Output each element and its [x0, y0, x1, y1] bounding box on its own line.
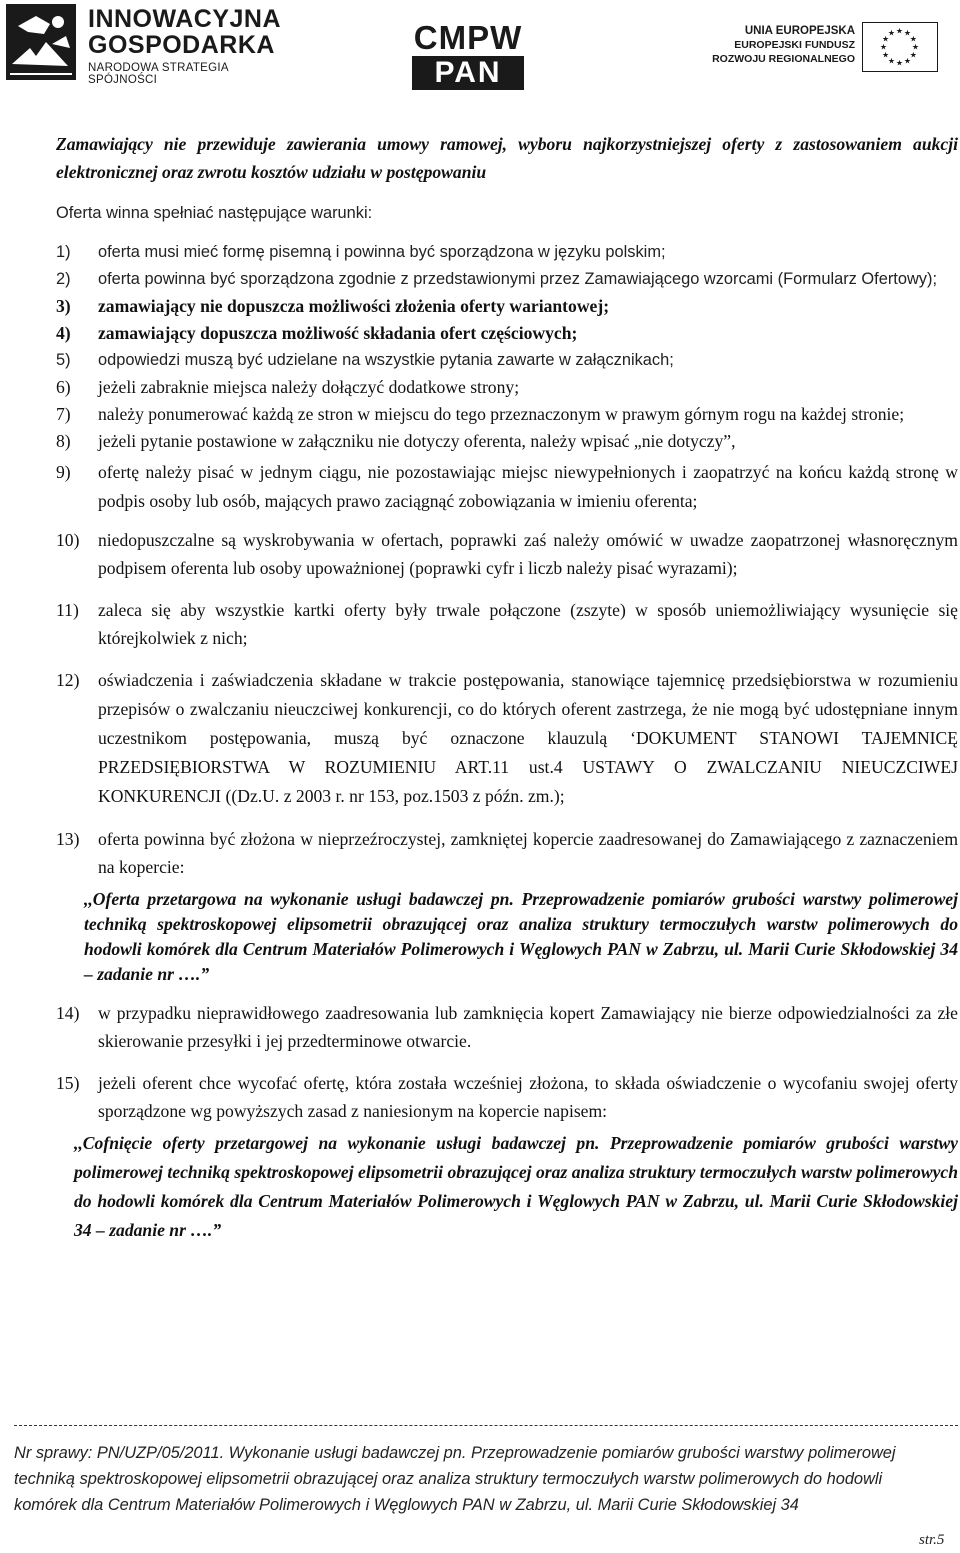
condition-item: 11) zaleca się aby wszystkie kartki oferty były trwale połączone (zszyte) w sposób uniemożliwiający wysunięcie się którejkolwiek z nich; [56, 600, 958, 648]
cmpw-logo-text: CMPW [413, 19, 523, 56]
page-header [0, 0, 960, 95]
footer-case-text: Nr sprawy: PN/UZP/05/2011. Wykonanie usługi badawczej pn. Przeprowadzenie pomiarów grubości warstwy polimerowej techniką spektroskopowej elipsometrii obrazującej oraz analiza struktury termoczułych warstw polimerowych do hodowli komórek dla Centrum Materiałów Polimerowych i Węglowych PAN w Zabrzu, ul. Marii Curie Skłodowskiej 34 [14, 1444, 896, 1514]
eu-star-icon: ★ [895, 58, 904, 68]
withdrawal-label-text: ,,Cofnięcie oferty przetargowej na wykonanie usługi badawczej pn. Przeprowadzenie pomiarów grubości warstwy polimerowej techniką spektroskopowej elipsometrii obrazującej oraz analiza struktury termoczułych warstw polimerowych do hodowli komórek dla Centrum Materiałów Polimerowych i Węglowych PAN w Zabrzu, ul. Marii Curie Skłodowskiej 34 – zadanie nr ….” [74, 1133, 958, 1240]
ig-emblem-icon [6, 4, 76, 80]
eu-flag-icon [862, 22, 938, 72]
footer-divider [14, 1425, 958, 1426]
eu-star-icon: ★ [895, 26, 904, 36]
eu-star-icon: ★ [911, 42, 920, 52]
condition-item: 1) oferta musi mieć formę pisemną i powinna być sporządzona w języku polskim; [56, 243, 666, 261]
eu-star-icon: ★ [909, 34, 917, 44]
eu-star-icon: ★ [879, 42, 888, 52]
innowacyjna-gospodarka-logo [6, 4, 296, 86]
condition-item: 14) w przypadku nieprawidłowego zaadresowania lub zamknięcia kopert Zamawiający nie bierze odpowiedzialności za złe skierowanie przesyłki i jej przedterminowe otwarcie. [56, 1003, 958, 1051]
page-number: str.5 [919, 1532, 945, 1548]
document-body [56, 130, 958, 1245]
condition-item: 9) ofertę należy pisać w jednym ciągu, nie pozostawiając miejsc niewypełnionych i zaopatrzyć na końcu każdą stronę w podpis osoby lub osób, mających prawo zaciągnąć zobowiązania w imieniu oferenta; [56, 462, 958, 511]
condition-item: 8) jeżeli pytanie postawione w załączniku nie dotyczy oferenta, należy wpisać „nie dotyczy”, [56, 431, 736, 451]
ig-logo-line3: NARODOWA STRATEGIA SPÓJNOŚCI [88, 62, 229, 86]
eu-logo-line2: EUROPEJSKI FUNDUSZ [734, 39, 855, 51]
ig-logo-line2: GOSPODARKA [88, 31, 275, 59]
eu-star-icon: ★ [887, 56, 896, 66]
eu-fund-logo [712, 22, 950, 72]
eu-star-icon: ★ [887, 28, 896, 38]
eu-star-icon: ★ [882, 50, 890, 60]
eu-star-icon: ★ [882, 34, 890, 44]
condition-item: 13) oferta powinna być złożona w nieprzeźroczystej, zamkniętej kopercie zaadresowanej do Zamawiającego z zaznaczeniem na kopercie: [56, 829, 958, 877]
condition-item: 5) odpowiedzi muszą być udzielane na wszystkie pytania zawarte w załącznikach; [56, 351, 674, 369]
condition-item: 2) oferta powinna być sporządzona zgodnie z przedstawionymi przez Zamawiającego wzorcami (Formularz Ofertowy); [56, 270, 937, 288]
document-heading: Zamawiający nie przewiduje zawierania umowy ramowej, wyboru najkorzystniejszej oferty z zastosowaniem aukcji elektronicznej oraz zwrotu kosztów udziału w postępowaniu [56, 134, 958, 182]
condition-item: 6) jeżeli zabraknie miejsca należy dołączyć dodatkowe strony; [56, 377, 520, 397]
condition-item: 7) należy ponumerować każdą ze stron w miejscu do tego przeznaczonym w prawym górnym rogu na każdej stronie; [56, 404, 905, 424]
eu-star-icon: ★ [909, 50, 917, 60]
cmpw-pan-logo [404, 19, 532, 89]
eu-logo-line1: UNIA EUROPEJSKA [744, 25, 855, 37]
conditions-list [56, 239, 958, 881]
ig-logo-line1: INNOWACYJNA [88, 5, 282, 33]
conditions-intro: Oferta winna spełniać następujące warunki: [56, 204, 373, 222]
envelope-label-text: ,,Oferta przetargowa na wykonanie usługi badawczej pn. Przeprowadzenie pomiarów grubości warstwy polimerowej techniką spektroskopowej elipsometrii obrazującej oraz analiza struktury termoczułych warstw polimerowych do hodowli komórek dla Centrum Materiałów Polimerowych i Węglowych PAN w Zabrzu, ul. Marii Curie Skłodowskiej 34 – zadanie nr ….” [84, 889, 958, 984]
condition-item: 10) niedopuszczalne są wyskrobywania w ofertach, poprawki zaś należy omówić w uwadze zaopatrzonej własnoręcznym podpisem oferenta lub osoby upoważnionej (poprawki cyfr i liczb należy pisać wyrazami); [56, 530, 958, 578]
condition-item: 12) oświadczenia i zaświadczenia składane w trakcie postępowania, stanowiące tajemnicę przedsiębiorstwa w rozumieniu przepisów o zwalczaniu nieuczciwej konkurencji, co do których oferent zastrzega, że nie mogą być udostępniane innym uczestnikom postępowania, muszą być oznaczone klauzulą ‘DOKUMENT STANOWI TAJEMNICĘ PRZEDSIĘBIORSTWA W ROZUMIENIU ART.11 ust.4 USTAWY O ZWALCZANIU NIEUCZCIWEJ KONKURENCJI ((Dz.U. z 2003 r. nr 153, poz.1503 z późn. zm.); [56, 670, 958, 806]
condition-item: 4) zamawiający dopuszcza możliwość składania ofert częściowych; [56, 323, 578, 343]
condition-item: 15) jeżeli oferent chce wycofać ofertę, która została wcześniej złożona, to składa oświadczenie o wycofaniu swojej oferty sporządzone wg powyższych zasad z naniesionym na kopercie napisem: [56, 1073, 958, 1121]
condition-item: 3) zamawiający nie dopuszcza możliwości złożenia oferty wariantowej; [56, 296, 610, 316]
conditions-list-cont [56, 999, 958, 1125]
pan-logo-text: PAN [412, 56, 524, 90]
eu-star-icon: ★ [903, 56, 912, 66]
eu-star-icon: ★ [903, 28, 912, 38]
eu-logo-line3: ROZWOJU REGIONALNEGO [712, 53, 855, 65]
